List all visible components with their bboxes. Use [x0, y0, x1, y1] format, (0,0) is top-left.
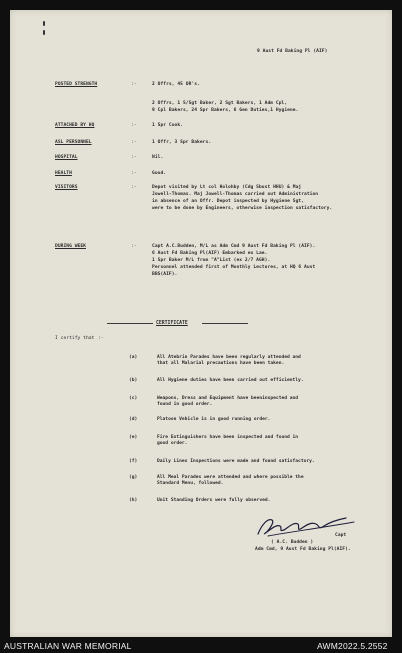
item-index: (d) [129, 417, 138, 422]
separator: :- [131, 171, 137, 176]
certificate-item: Fire Extinguishers have been inspected and found in good order. [157, 435, 299, 447]
section-label-attached: ATTACHED BY HQ [55, 123, 95, 128]
certificate-item: All Hygiene duties have been carried out efficiently. [157, 378, 304, 383]
certificate-item: Unit Standing Orders were fully observed. [157, 498, 271, 503]
certificate-item: Weapons, Dress and Equipment have beeninspected and found in good order. [157, 396, 299, 408]
posted-strength-line: 9 Cpl Bakers, 24 Spr Bakers, 6 Gen Duties,1 Hygiene. [152, 108, 299, 113]
during-week-line: BBS(AIF). [152, 272, 178, 277]
section-label-during-week: DURING WEEK [55, 244, 86, 249]
section-label-hospital: HOSPITAL [55, 155, 78, 160]
archive-credit: AUSTRALIAN WAR MEMORIAL [4, 641, 132, 651]
during-week-line: Capt A.C.Budden, M/L as Adm Cmd 9 Aust Fd Baking Pl (AIF). [152, 244, 316, 249]
separator: :- [131, 82, 137, 87]
separator: :- [131, 185, 137, 190]
during-week-line: 1 Spr Baker M/L from "A"List (ex 2/7 AGH). [152, 258, 271, 263]
separator: :- [131, 123, 137, 128]
unit-header: 9 Aust Fd Baking Pl (AIF) [257, 49, 328, 54]
punch-hole-mark [43, 21, 45, 26]
attached-line: 1 Spr Cook. [152, 123, 183, 128]
visitors-line: Jowell-Thomas. Maj Jowell-Thomas carried out Administration [152, 192, 319, 197]
certificate-item: Platoon Vehicle is in good running order. [157, 417, 271, 422]
certificate-item: Daily Lines Inspections were made and found satisfactory. [157, 459, 315, 464]
item-index: (a) [129, 355, 138, 360]
section-label-posted-strength: POSTED STRENGTH [55, 82, 98, 87]
health-line: Good. [152, 171, 167, 176]
during-week-line: 6 Aust Fd Baking Pl(AIF) Embarked ex Lae. [152, 251, 268, 256]
item-index: (h) [129, 498, 138, 503]
signature-rank: Capt [335, 533, 347, 538]
certificate-title: CERTIFICATE [156, 321, 188, 326]
signature-name: ( A.C. Budden ) [271, 540, 314, 545]
item-index: (f) [129, 459, 138, 464]
signature-appointment: Adm Cmd, 9 Aust Fd Baking Pl(AIF). [255, 547, 351, 552]
separator: :- [98, 336, 104, 341]
document-page [10, 10, 392, 637]
item-index: (c) [129, 396, 138, 401]
archive-reference: AWM2022.5.2552 [317, 641, 388, 651]
posted-strength-line: 2 Offrs, 1 S/Sgt Baker, 2 Sgt Bakers, 1 Adm Cpl, [152, 101, 288, 106]
certificate-rule-right [202, 323, 248, 324]
posted-strength-line: 2 Offrs, 45 OR's. [152, 82, 200, 87]
section-label-health: HEALTH [55, 171, 72, 176]
item-index: (g) [129, 475, 138, 480]
item-index: (e) [129, 435, 138, 440]
separator: :- [131, 140, 137, 145]
separator: :- [131, 155, 137, 160]
item-index: (b) [129, 378, 138, 383]
asl-line: 1 Offr, 3 Spr Bakers. [152, 140, 212, 145]
certify-intro: I certify that [55, 336, 95, 341]
separator: :- [131, 244, 137, 249]
visitors-line: Depot visited by Lt col Holohby (Cdg Sbust HHU) & Maj [152, 185, 302, 190]
section-label-visitors: VISITORS [55, 185, 78, 190]
certificate-item: All Atebrin Parades have been regularly attended and that all Malarial precautions have been taken. [157, 355, 301, 367]
hospital-line: Nil. [152, 155, 164, 160]
certificate-rule-left [107, 323, 153, 324]
visitors-line: in absence of an Offr. Depot inspected by Hygiene Sgt, [152, 199, 305, 204]
during-week-line: Personnel attended first of Monthly Lectures, at HQ 6 Aust [152, 265, 316, 270]
visitors-line: were to be done by Engineers, otherwise inspection satisfactory. [152, 206, 333, 211]
certificate-item: All Meal Parades were attended and where possible the Standard Menu, followed. [157, 475, 304, 487]
section-label-asl: ASL PERSONNEL [55, 140, 92, 145]
punch-hole-mark [43, 30, 45, 35]
